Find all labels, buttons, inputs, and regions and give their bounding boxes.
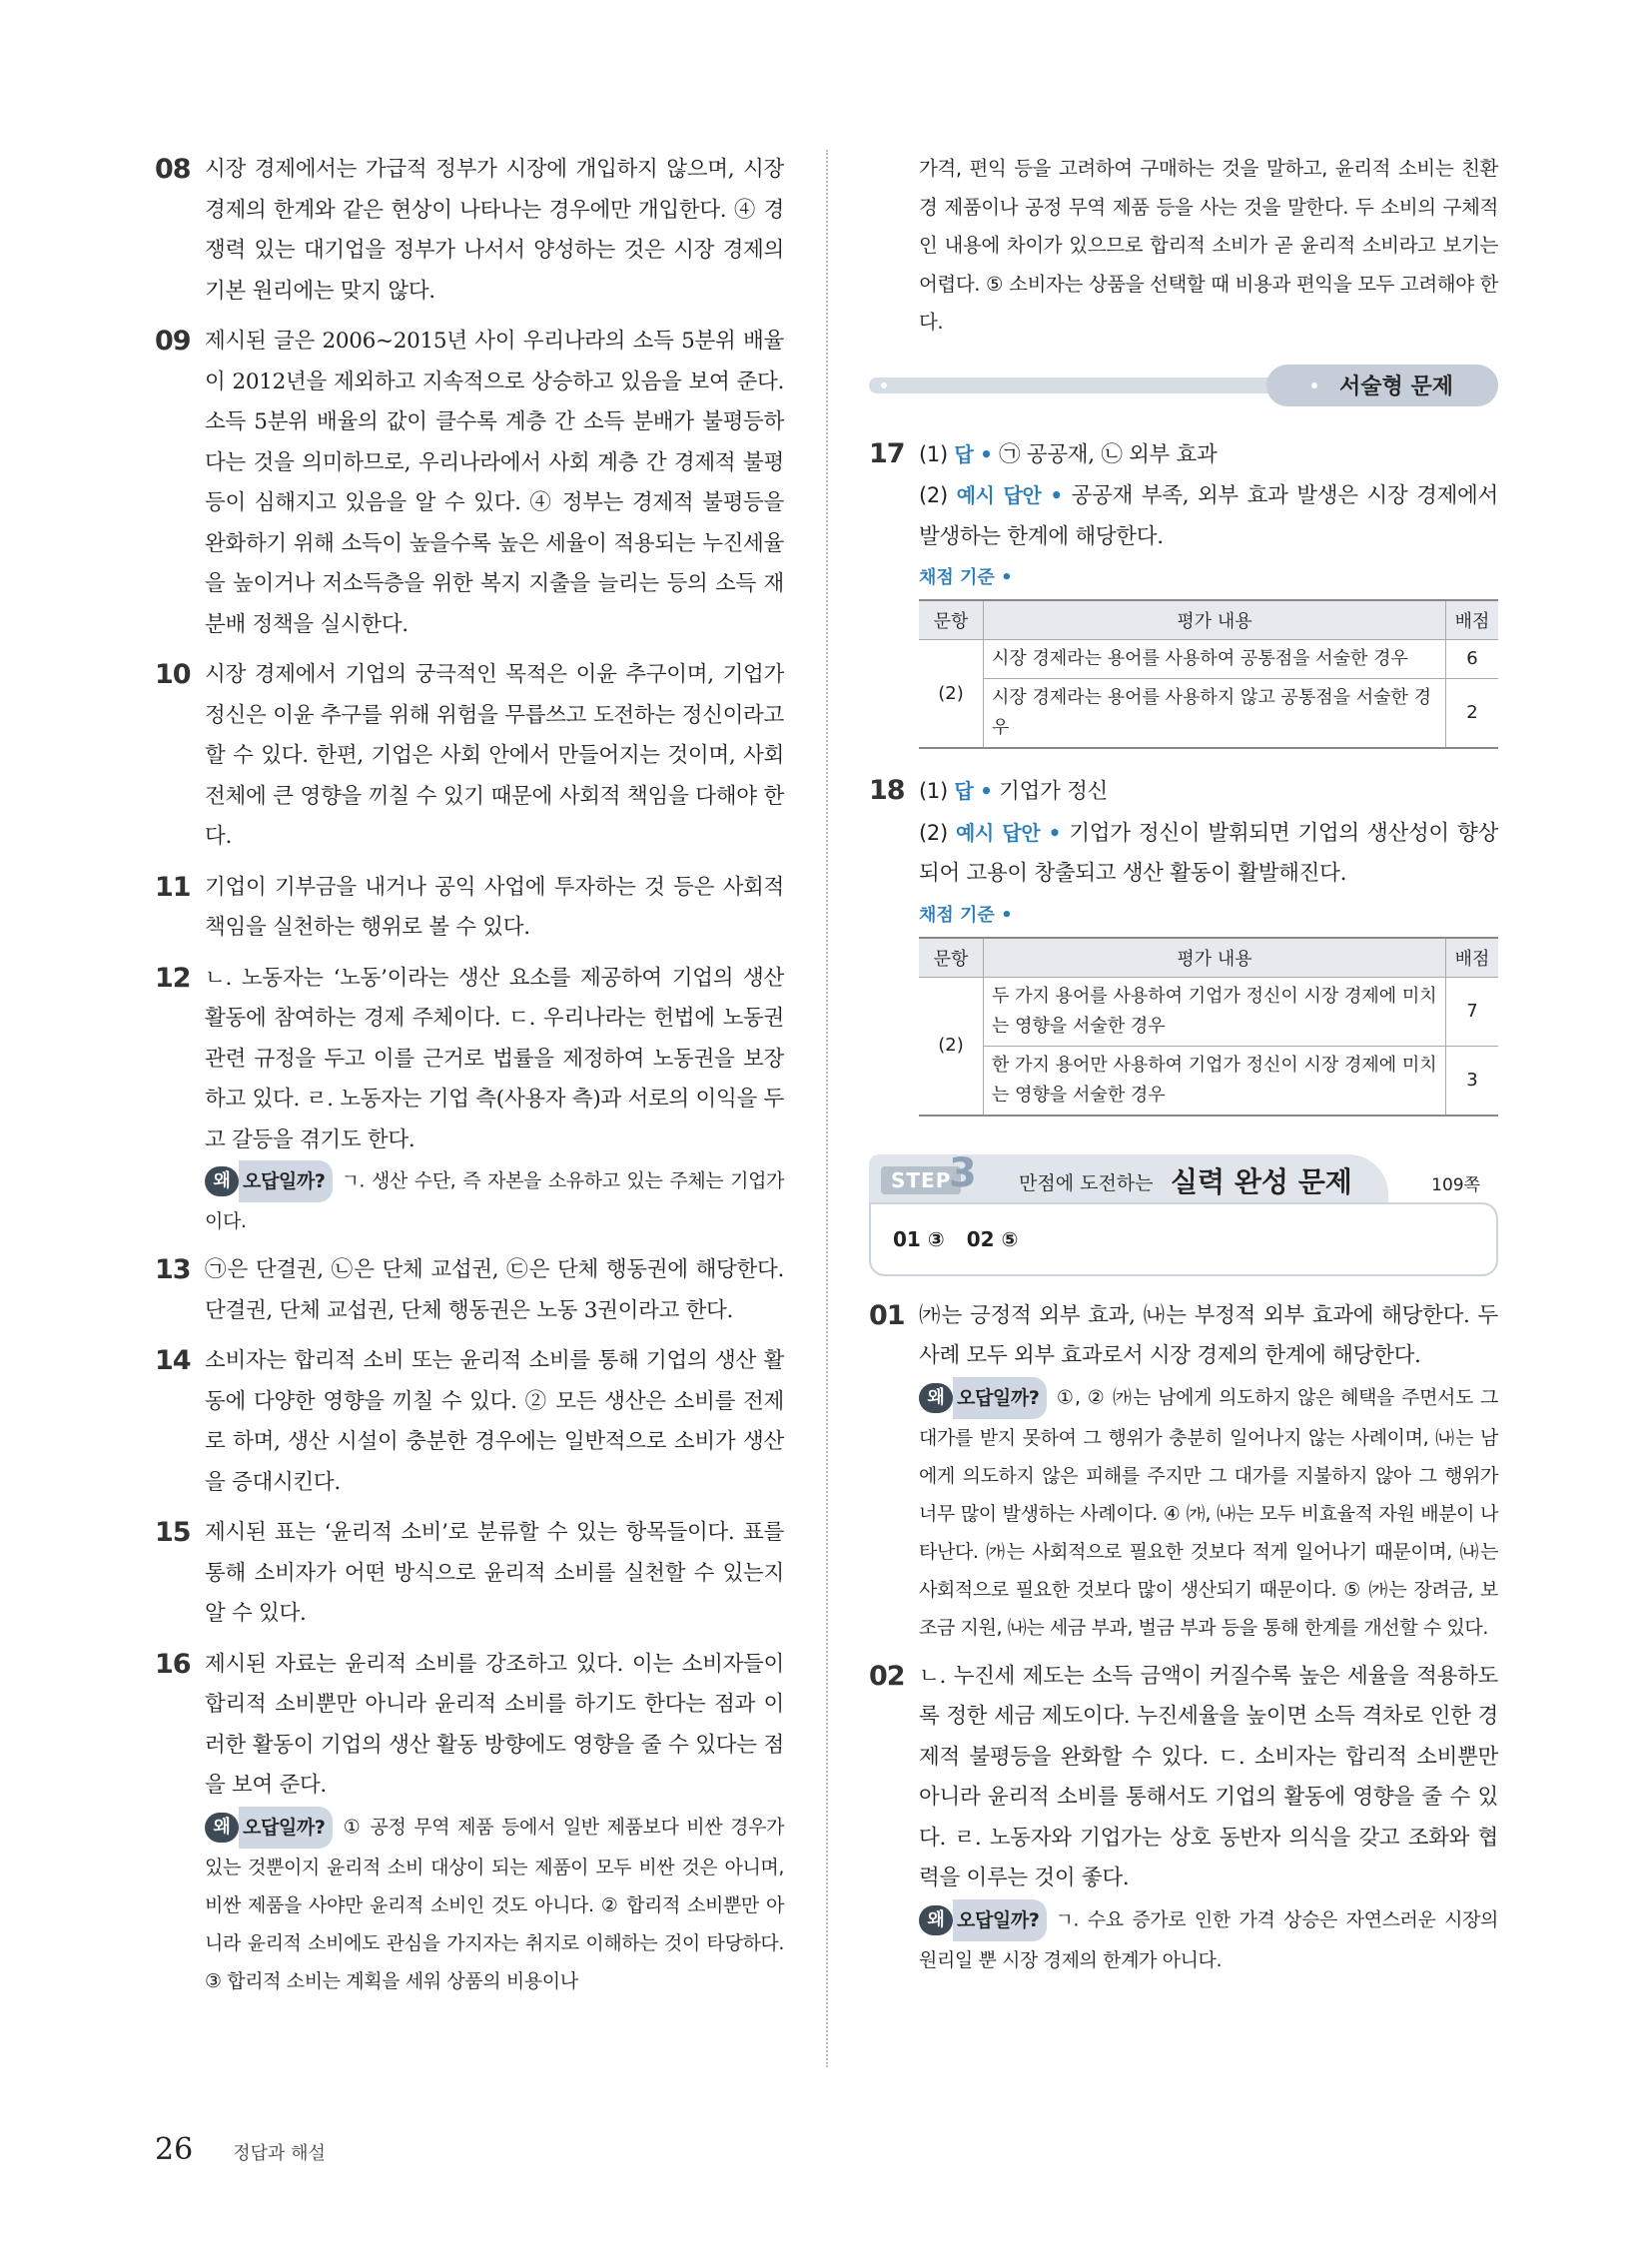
criteria-label: 채점 기준 • xyxy=(919,567,1013,588)
example-label: 예시 답안 • xyxy=(956,483,1063,507)
score-cell: 6 xyxy=(1446,640,1499,679)
step-number: 3 xyxy=(949,1149,977,1196)
question-number: 08 xyxy=(155,154,191,185)
answer-item-15 xyxy=(155,1513,784,1635)
content-cell: 한 가지 용어만 사용하여 기업가 정신이 시장 경제에 미치는 영향을 서술한 경우 xyxy=(984,1046,1446,1116)
why-icon: 왜 xyxy=(205,1166,239,1196)
why-badge xyxy=(919,1899,1047,1941)
why-text: ㄱ. 생산 수단, 즉 자본을 소유하고 있는 주체는 기업가이다. xyxy=(205,1169,784,1232)
column-divider xyxy=(826,150,828,2067)
header-item: 문항 xyxy=(919,600,984,640)
answer-label: 답 • xyxy=(954,779,993,803)
explanation-text: 제시된 글은 2006~2015년 사이 우리나라의 소득 5분위 배율이 2012년을 제외하고 지속적으로 상승하고 있음을 보여 준다. 소득 5분위 배율의 값이 클수록 계층 간 소득 분배가 불평등하다는 것을 의미하므로, 우리나라에서 사회 계층 간 경제적 불평등이 심해지고 있음을 알 수 있다. ④ 정부는 경제적 불평등을 완화하기 위해 소득이 높을수록 높은 세율이 적용되는 누진세율을 높이거나 저소득층을 위한 복지 지출을 늘리는 등의 소득 재분배 정책을 실시한다. xyxy=(205,329,784,637)
section-title-pill xyxy=(1266,365,1498,406)
continued-note: 가격, 편익 등을 고려하여 구매하는 것을 말하고, 윤리적 소비는 친환경 제품이나 공정 무역 제품 등을 사는 것을 말한다. 두 소비의 구체적인 내용에 차이가 있으므로 합리적 소비가 곧 윤리적 소비라고 보기는 어렵다. ⑤ 소비자는 상품을 선택할 때 비용과 편익을 모두 고려해야 한다. xyxy=(919,157,1498,334)
question-number: 17 xyxy=(869,437,905,469)
step-tab xyxy=(869,1149,1388,1202)
quick-answer: 01 ③ xyxy=(893,1226,945,1251)
answer-label: 답 • xyxy=(954,441,993,466)
answer-item-09 xyxy=(155,322,784,645)
question-number: 09 xyxy=(155,326,191,357)
answer-body xyxy=(919,1657,1498,1979)
example-label: 예시 답안 • xyxy=(956,820,1062,845)
explanation-text: ㈎는 긍정적 외부 효과, ㈏는 부정적 외부 효과에 해당한다. 두 사례 모두 외부 효과로서 시장 경제의 한계에 해당한다. xyxy=(919,1302,1498,1368)
explanation-text: ㄴ. 노동자는 ‘노동’이라는 생산 요소를 제공하여 기업의 생산 활동에 참여하는 경제 주체이다. ㄷ. 우리나라는 헌법에 노동권 관련 규정을 두고 이를 근거로 법률을 제정하여 노동권을 보장하고 있다. ㄹ. 노동자는 기업 측(사용자 측)과 서로의 이익을 두고 갈등을 겪기도 한다. xyxy=(205,965,784,1152)
answer-item-14 xyxy=(155,1341,784,1503)
answer-item-r02 xyxy=(869,1657,1498,1979)
why-label: 오답일까? xyxy=(953,1377,1047,1419)
header-score: 배점 xyxy=(1446,938,1499,978)
wrong-answer-note xyxy=(919,1377,1498,1647)
scoring-table xyxy=(919,937,1498,1117)
table-row xyxy=(919,679,1498,749)
footer-label: 정답과 해설 xyxy=(233,2143,326,2164)
right-column xyxy=(869,150,1498,1989)
quick-answers-box xyxy=(869,1202,1498,1276)
step-section xyxy=(869,1149,1498,1304)
explanation-text: ㉠은 단결권, ㉡은 단체 교섭권, ㉢은 단체 행동권에 해당한다. 단결권, 단체 교섭권, 단체 행동권은 노동 3권이라고 한다. xyxy=(205,1257,784,1323)
answer-line-1: (1) 답 • 기업가 정신 xyxy=(919,779,1109,804)
content-cell: 시장 경제라는 용어를 사용하지 않고 공통점을 서술한 경우 xyxy=(984,679,1446,749)
answer-item-13 xyxy=(155,1250,784,1331)
why-badge xyxy=(205,1807,333,1849)
answer-body xyxy=(919,1296,1498,1647)
question-number: 10 xyxy=(155,659,191,690)
answer-line-2: (2) 예시 답안 • 기업가 정신이 발휘되면 기업의 생산성이 향상되어 고용이 창출되고 생산 활동이 활발해진다. xyxy=(919,820,1498,886)
answer-body xyxy=(919,434,1498,750)
answer-item-r01 xyxy=(869,1296,1498,1647)
explanation-text: 제시된 자료는 윤리적 소비를 강조하고 있다. 이는 소비자들이 합리적 소비뿐만 아니라 윤리적 소비를 하기도 한다는 점과 이러한 활동이 기업의 생산 활동 방향에도 영향을 줄 수 있다는 점을 보여 준다. xyxy=(205,1651,784,1798)
table-row xyxy=(919,1046,1498,1116)
header-score: 배점 xyxy=(1446,600,1499,640)
question-number: 14 xyxy=(155,1345,191,1376)
answer-item-08 xyxy=(155,150,784,312)
explanation-text: 시장 경제에서는 가급적 정부가 시장에 개입하지 않으며, 시장 경제의 한계와 같은 현상이 나타나는 경우에만 개입한다. ④ 경쟁력 있는 대기업을 정부가 나서서 양성하는 것은 시장 경제의 기본 원리에는 맞지 않다. xyxy=(205,157,784,304)
item-cell: (2) xyxy=(919,977,984,1116)
why-label: 오답일까? xyxy=(239,1807,333,1849)
score-cell: 3 xyxy=(1446,1046,1499,1116)
question-number: 13 xyxy=(155,1254,191,1285)
step-title: 실력 완성 문제 xyxy=(1171,1164,1352,1198)
answer-body xyxy=(205,1645,784,2000)
wrong-answer-note xyxy=(205,1160,784,1240)
wrong-answer-note xyxy=(205,1807,784,2000)
answer-body xyxy=(205,959,784,1241)
scoring-table xyxy=(919,599,1498,749)
item-cell: (2) xyxy=(919,640,984,749)
criteria-label: 채점 기준 • xyxy=(919,904,1013,926)
left-column xyxy=(155,150,784,2010)
answer-item-10 xyxy=(155,655,784,858)
score-cell: 2 xyxy=(1446,679,1499,749)
content-cell: 시장 경제라는 용어를 사용하여 공통점을 서술한 경우 xyxy=(984,640,1446,679)
question-number: 11 xyxy=(155,871,191,903)
score-cell: 7 xyxy=(1446,977,1499,1046)
question-number: 01 xyxy=(869,1299,905,1331)
question-number: 12 xyxy=(155,962,191,994)
section-header xyxy=(869,365,1498,406)
why-text: ① 공정 무역 제품 등에서 일반 제품보다 비싼 경우가 있는 것뿐이지 윤리적 소비 대상이 되는 제품이 모두 비싼 것은 아니며, 비싼 제품을 사야만 윤리적 소비인 것도 아니다. ② 합리적 소비뿐만 아니라 윤리적 소비에도 관심을 가지자는 취지로 이해하는 것이 타당하다. ③ 합리적 소비는 계획을 세워 상품의 비용이나 xyxy=(205,1816,784,1992)
wrong-answer-note xyxy=(919,1899,1498,1979)
question-number: 16 xyxy=(155,1648,191,1680)
answer-item-16 xyxy=(155,1645,784,2000)
why-label: 오답일까? xyxy=(239,1160,333,1202)
answer-line-2: (2) 예시 답안 • 공공재 부족, 외부 효과 발생은 시장 경제에서 발생하는 한계에 해당한다. xyxy=(919,483,1498,549)
page-reference: 109쪽 xyxy=(1431,1174,1480,1195)
section-title: 서술형 문제 xyxy=(1339,374,1453,399)
step-word: STEP xyxy=(881,1166,961,1194)
answer-item-11 xyxy=(155,868,784,949)
why-icon: 왜 xyxy=(205,1813,239,1843)
header-content: 평가 내용 xyxy=(984,938,1446,978)
why-badge xyxy=(919,1377,1047,1419)
question-number: 18 xyxy=(869,775,905,806)
answer-line-1: (1) 답 • ㉠ 공공재, ㉡ 외부 효과 xyxy=(919,441,1218,467)
table-row xyxy=(919,640,1498,679)
explanation-text: 시장 경제에서 기업의 궁극적인 목적은 이윤 추구이며, 기업가 정신은 이윤 추구를 위해 위험을 무릅쓰고 도전하는 정신이라고 할 수 있다. 한편, 기업은 사회 안에서 만들어지는 것이며, 사회 전체에 큰 영향을 끼칠 수 있기 때문에 사회적 책임을 다해야 한다. xyxy=(205,662,784,849)
page-footer xyxy=(155,2132,326,2167)
content-cell: 두 가지 용어를 사용하여 기업가 정신이 시장 경제에 미치는 영향을 서술한 경우 xyxy=(984,977,1446,1046)
answer-item-17 xyxy=(869,434,1498,750)
why-text: ㄱ. 수요 증가로 인한 가격 상승은 자연스러운 시장의 원리일 뿐 시장 경제의 한계가 아니다. xyxy=(919,1908,1498,1971)
explanation-text: ㄴ. 누진세 제도는 소득 금액이 커질수록 높은 세율을 적용하도록 정한 세금 제도이다. 누진세율을 높이면 소득 격차로 인한 경제적 불평등을 완화할 수 있다. ㄷ. 소비자는 합리적 소비뿐만 아니라 윤리적 소비를 통해서도 기업의 활동에 영향을 줄 수 있다. ㄹ. 노동자와 기업가는 상호 동반자 의식을 갖고 조화와 협력을 이루는 것이 좋다. xyxy=(919,1663,1498,1890)
explanation-text: 기업이 기부금을 내거나 공익 사업에 투자하는 것 등은 사회적 책임을 실천하는 행위로 볼 수 있다. xyxy=(205,874,784,940)
why-badge xyxy=(205,1160,333,1202)
page-number: 26 xyxy=(155,2132,194,2167)
quick-answer: 02 ⑤ xyxy=(966,1226,1019,1251)
question-number: 02 xyxy=(869,1660,905,1692)
table-row xyxy=(919,977,1498,1046)
header-item: 문항 xyxy=(919,938,984,978)
section-dot xyxy=(881,382,887,388)
header-content: 평가 내용 xyxy=(984,600,1446,640)
why-label: 오답일까? xyxy=(953,1899,1047,1941)
answer-item-12 xyxy=(155,959,784,1241)
question-number: 15 xyxy=(155,1517,191,1548)
answer-item-18 xyxy=(869,771,1498,1117)
why-icon: 왜 xyxy=(919,1383,953,1413)
explanation-text: 소비자는 합리적 소비 또는 윤리적 소비를 통해 기업의 생산 활동에 다양한 영향을 끼칠 수 있다. ② 모든 생산은 소비를 전제로 하며, 생산 시설이 충분한 경우에는 일반적으로 소비가 생산을 증대시킨다. xyxy=(205,1348,784,1495)
explanation-text: 제시된 표는 ‘윤리적 소비’로 분류할 수 있는 항목들이다. 표를 통해 소비자가 어떤 방식으로 윤리적 소비를 실천할 수 있는지 알 수 있다. xyxy=(205,1520,784,1626)
why-text: ①, ② ㈎는 남에게 의도하지 않은 혜택을 주면서도 그 대가를 받지 못하여 그 행위가 충분히 일어나지 않는 사례이며, ㈏는 남에게 의도하지 않은 피해를 주지만 그 대가를 지불하지 않아 그 행위가 너무 많이 발생하는 사례이다. ④ ㈎, ㈏는 모두 비효율적 자원 배분이 나타난다. ㈎는 사회적으로 필요한 것보다 적게 일어나기 때문이며, ㈏는 사회적으로 필요한 것보다 많이 생산되기 때문이다. ⑤ ㈎는 장려금, 보조금 지원, ㈏는 세금 부과, 벌금 부과 등을 통해 한계를 개선할 수 있다. xyxy=(919,1386,1498,1639)
answer-body xyxy=(919,771,1498,1117)
step-subtitle: 만점에 도전하는 xyxy=(1019,1171,1154,1194)
why-icon: 왜 xyxy=(919,1905,953,1935)
